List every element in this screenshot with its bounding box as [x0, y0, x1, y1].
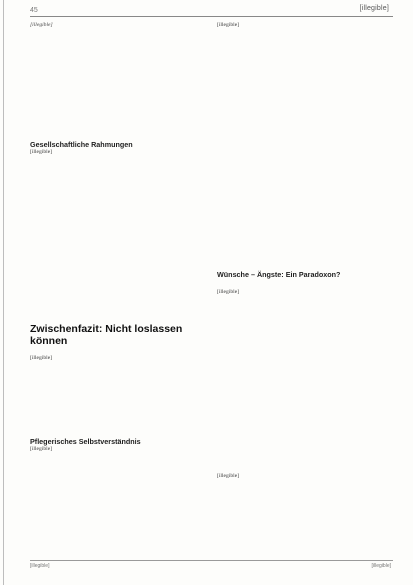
left-column: [30, 22, 202, 486]
heading-wuensche-aengste: Wünsche – Ängste: Ein Paradoxon?: [217, 270, 341, 279]
right-paragraph-2: [illegible]: [217, 289, 240, 295]
header-rule: [30, 16, 393, 17]
right-column: [217, 22, 389, 525]
paragraph-pflegerisches-selbstverstaendnis: [illegible]: [30, 446, 53, 452]
footer-left: [illegible]: [30, 563, 50, 569]
page-number: 45: [30, 7, 38, 14]
right-paragraph-1: [illegible]: [217, 22, 240, 28]
heading-gesellschaftliche-rahmungen: Gesellschaftliche Rahmungen: [30, 140, 133, 149]
running-header: [illegible]: [359, 5, 389, 12]
paragraph-gesellschaftliche-rahmungen: [illegible]: [30, 149, 53, 155]
heading-pflegerisches-selbstverstaendnis: Pflegerisches Selbstverständnis: [30, 437, 141, 446]
heading-zwischenfazit: Zwischenfazit: Nicht loslassen können: [30, 323, 183, 347]
paragraph-zwischenfazit: [illegible]: [30, 355, 53, 361]
right-paragraph-3: [illegible]: [217, 473, 240, 479]
footer-rule: [30, 560, 393, 561]
quote-paragraph: [illegible]: [30, 22, 53, 28]
footer-right: [illegible]: [371, 563, 391, 569]
page-edge-rule: [3, 0, 4, 585]
